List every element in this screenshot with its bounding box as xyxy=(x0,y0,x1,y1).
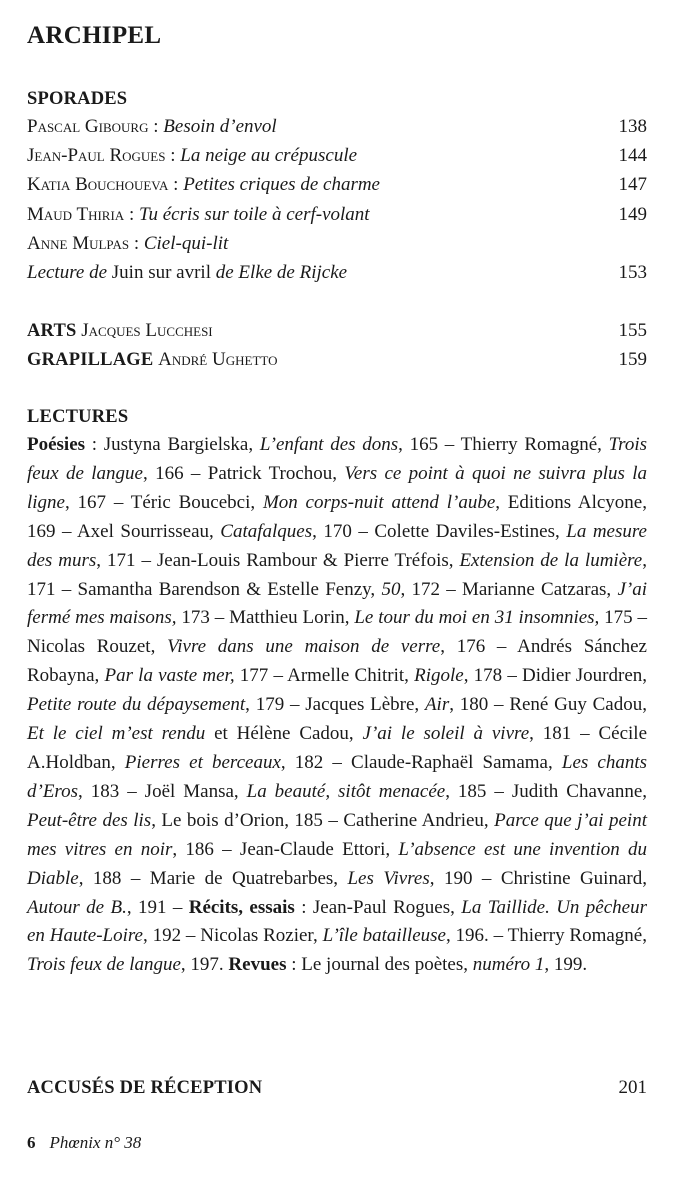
text-run: , 170 – Colette Daviles-Estines, xyxy=(312,520,567,542)
section-heading-accuses: ACCUSÉS DE RÉCEPTION xyxy=(27,1078,263,1098)
text-run: , 188 – Marie de Quatrebarbes, xyxy=(78,867,348,889)
book-title: Air xyxy=(424,694,450,716)
book-title: J’ai le soleil à vivre xyxy=(362,723,530,745)
section-accuses xyxy=(27,1073,647,1102)
entry-title: La neige au crépuscule xyxy=(180,145,358,167)
text-run: , 181 – Cécile A.Holdban, xyxy=(27,723,648,773)
section-sporades xyxy=(27,86,647,287)
entry-title: Besoin d’envol xyxy=(163,116,277,137)
text-run: , 165 – Thierry Romagné, xyxy=(398,434,609,455)
toc-page-number: 138 xyxy=(618,116,647,137)
text-run: 175 – Nicolas Rouzet, xyxy=(27,607,648,658)
text-run: , 182 – Claude-Raphaël Samama, xyxy=(280,751,562,773)
section-heading-arts: ARTS xyxy=(27,321,77,341)
entry-separator: : xyxy=(124,203,139,225)
book-title: Rigole xyxy=(414,665,464,687)
category-label: Poésies xyxy=(27,434,86,455)
text-run: , 196. – Thierry Romagné, xyxy=(445,925,647,947)
section-heading-lectures: LECTURES xyxy=(27,407,129,427)
book-title: Par la vaste mer, xyxy=(104,665,235,687)
entry-author: Maud Thiria xyxy=(27,203,125,225)
page-footer xyxy=(27,1133,141,1153)
section-lectures xyxy=(27,403,647,980)
book-title: Extension de la lumière xyxy=(459,549,643,571)
text-run: et Hélène Cadou, xyxy=(205,723,363,745)
book-title: L’absence est une invention du Diable xyxy=(27,838,647,889)
book-title: J’ai fermé mes maisons, xyxy=(27,578,647,629)
book-title: Les Vivres xyxy=(347,867,430,889)
book-title: Et le ciel m’est rendu xyxy=(27,723,206,745)
book-title: Trois feux de langue xyxy=(27,434,648,484)
book-title: La beauté, sitôt menacée xyxy=(246,780,446,802)
entry-title: Ciel-qui-lit xyxy=(143,232,229,254)
arts-author: Jacques Lucchesi xyxy=(81,320,213,341)
book-title: Peut-être des lis xyxy=(27,809,152,831)
book-title: Le tour du moi en 31 insomnies, xyxy=(354,607,600,629)
book-title: Vers ce point à quoi ne suivra plus la ligne xyxy=(27,462,647,513)
book-title: Les chants d’Eros xyxy=(27,751,648,802)
book-title: 50 xyxy=(381,578,401,600)
text-run: , 190 – Christine Guinard, xyxy=(429,867,647,889)
text-run: 177 – Armelle Chitrit, xyxy=(234,665,415,687)
text-run: , 167 – Téric Boucebci, xyxy=(65,491,263,513)
text-run: , 176 – Andrés Sánchez Robayna, xyxy=(27,636,647,687)
text-run: , 178 – Didier Jourdren, xyxy=(463,665,647,687)
book-title: Pierres et berceaux xyxy=(124,751,281,773)
lectures-paragraph xyxy=(27,431,647,980)
toc-entry xyxy=(27,141,647,170)
text-run: : Jean-Paul Rogues, xyxy=(294,896,462,918)
text-run: , 171 – Samantha Barendson & Estelle Fenzy, xyxy=(27,549,647,600)
section-arts-grapillage xyxy=(27,316,647,374)
entry-author: Jean-Paul Rogues xyxy=(27,145,166,167)
section-heading-sporades: SPORADES xyxy=(27,89,128,109)
book-title: Catafalques xyxy=(220,520,313,542)
book-title: La mesure des murs xyxy=(27,520,647,571)
toc-entry xyxy=(27,170,647,199)
book-title: L’enfant des dons xyxy=(259,434,399,455)
text-run: , 185 – Judith Chavanne, xyxy=(445,780,647,802)
toc-page-number: 147 xyxy=(618,174,647,196)
category-label: Récits, essais xyxy=(188,896,295,918)
text-run: , 197. xyxy=(180,954,229,976)
text-run: , 172 – Marianne Catzaras, xyxy=(400,578,618,600)
book-title: Petite route du dépaysement xyxy=(27,694,246,716)
text-run: , 192 – Nicolas Rozier, xyxy=(143,925,323,947)
toc-entry xyxy=(27,200,647,229)
book-title: L’île batailleuse xyxy=(322,925,446,947)
book-title: Autour de B. xyxy=(27,896,127,918)
book-title: Vivre dans une maison de verre xyxy=(167,636,441,658)
text-run: , 171 – Jean-Louis Rambour & Pierre Tréfois, xyxy=(96,549,460,571)
category-label: Revues xyxy=(228,954,287,976)
entry-separator: : xyxy=(148,116,164,137)
entry-separator: : xyxy=(168,174,184,196)
entry-author: Anne Mulpas xyxy=(27,232,130,254)
text-run: , 199. xyxy=(544,954,588,976)
entry-separator: : xyxy=(129,232,144,254)
entry-author: Pascal Gibourg xyxy=(27,116,149,137)
book-title: Mon corps-nuit attend l’aube xyxy=(262,491,496,513)
text-run: , 180 – René Guy Cadou, xyxy=(449,694,647,716)
entry-separator: : xyxy=(165,145,181,167)
page-title: ARCHIPEL xyxy=(27,22,162,49)
entry-title: Tu écris sur toile à cerf-volant xyxy=(138,203,370,225)
toc-entry-arts xyxy=(27,316,647,345)
lecture-book: Juin sur avril xyxy=(111,261,211,283)
text-run: , 186 – Jean-Claude Ettori, xyxy=(172,838,399,860)
toc-page-number: 153 xyxy=(618,261,647,283)
toc-entry-lecture xyxy=(27,258,647,287)
book-title: Trois feux de langue xyxy=(27,954,181,976)
book-title: La Taillide. Un pêcheur en Haute-Loire xyxy=(27,896,648,947)
toc-entry-accuses xyxy=(27,1073,647,1102)
toc-entry-grapillage xyxy=(27,345,647,374)
toc-page-number: 159 xyxy=(618,349,647,371)
text-run: 173 – Matthieu Lorin, xyxy=(176,607,355,629)
toc-page-number: 144 xyxy=(618,145,647,167)
text-run: , 166 – Patrick Trochou, xyxy=(142,462,345,484)
lecture-prefix: Lecture de xyxy=(27,261,108,283)
grapillage-author: André Ughetto xyxy=(158,349,278,371)
page xyxy=(27,0,647,1188)
toc-page-number: 149 xyxy=(618,203,647,225)
book-title: numéro 1 xyxy=(472,954,545,976)
footer-page-number: 6 xyxy=(27,1133,36,1152)
text-run: : Justyna Bargielska, xyxy=(85,434,260,455)
text-run: , 179 – Jacques Lèbre, xyxy=(245,694,425,716)
toc-entry xyxy=(27,229,647,258)
entry-author: Katia Bouchoueva xyxy=(27,174,169,196)
book-title: Parce que j’ai peint mes vitres en noir xyxy=(27,809,647,860)
text-run: : Le journal des poètes, xyxy=(286,954,473,976)
text-run: , 183 – Joël Mansa, xyxy=(78,780,247,802)
toc-entry xyxy=(27,112,647,141)
toc-page-number: 201 xyxy=(618,1077,647,1098)
lecture-suffix: de Elke de Rijcke xyxy=(215,261,348,283)
text-run: , Le bois d’Orion, 185 – Catherine Andrieu, xyxy=(151,809,495,831)
text-run: , 191 – xyxy=(126,896,189,918)
sporades-list xyxy=(27,112,647,258)
footer-journal: Phœnix n° 38 xyxy=(49,1133,142,1152)
section-heading-grapillage: GRAPILLAGE xyxy=(27,350,154,371)
toc-page-number: 155 xyxy=(618,320,647,341)
entry-title: Petites criques de charme xyxy=(183,174,380,196)
text-run: , Editions Alcyone, 169 – Axel Sourrisseau, xyxy=(27,491,647,542)
